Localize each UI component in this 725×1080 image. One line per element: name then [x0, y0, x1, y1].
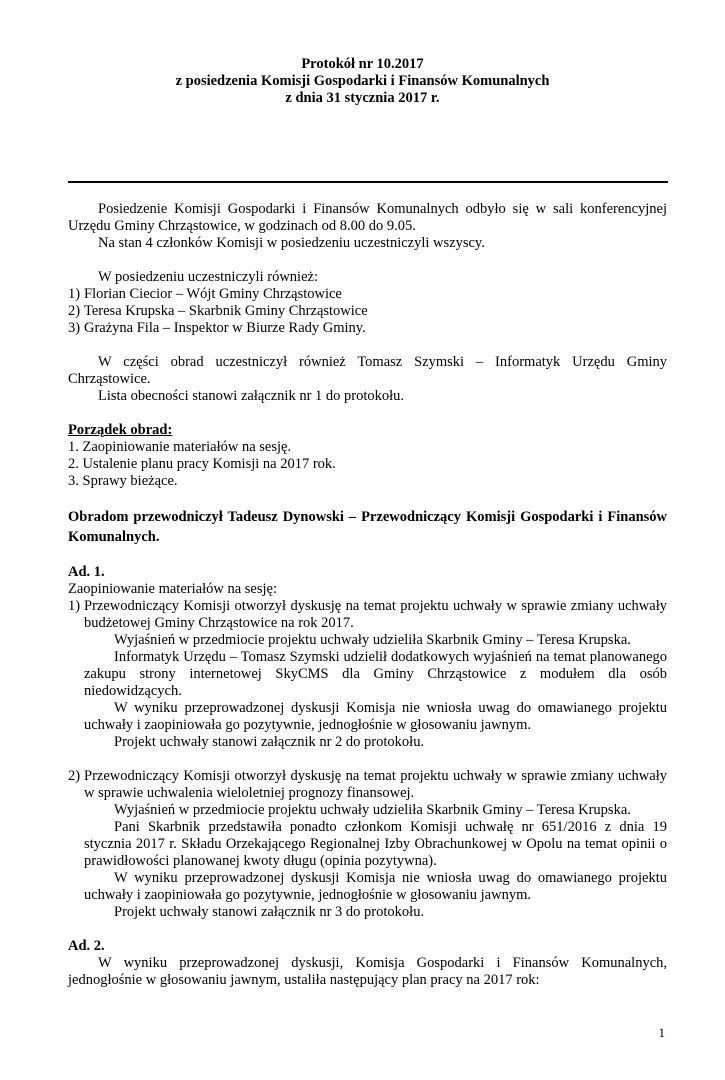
header-divider	[68, 181, 668, 183]
ad2-heading: Ad. 2.	[68, 938, 105, 954]
attendee-item: 2) Teresa Krupska – Skarbnik Gminy Chrząstowice	[68, 303, 368, 319]
agenda-heading: Porządek obrad:	[68, 422, 173, 438]
attendee-item: 3) Grażyna Fila – Inspektor w Biurze Rady Gminy.	[68, 320, 366, 336]
protocol-title: Protokół nr 10.2017	[301, 56, 424, 72]
chair-statement: Obradom przewodniczył Tadeusz Dynowski – Przewodniczący Komisji Gospodarki i Finansów Komunalnych.	[68, 509, 667, 545]
intro-paragraph: Posiedzenie Komisji Gospodarki i Finansów Komunalnych odbyło się w sali konferencyjnej Urzędu Gminy Chrząstowice, w godzinach od 8.00 do 9.05.	[68, 201, 667, 234]
ad2-paragraph: W wyniku przeprowadzonej dyskusji, Komisja Gospodarki i Finansów Komunalnych, jednogłośnie w głosowaniu jawnym, ustaliła następujący plan pracy na 2017 rok:	[68, 955, 667, 988]
document-body	[68, 201, 667, 989]
ad1-point-1: 1) Przewodniczący Komisji otworzył dyskusję na temat projektu uchwały w sprawie zmiany uchwały budżetowej Gminy Chrząstowice na rok 2017. Wyjaśnień w przedmiocie projektu uchwały udzieliła Skarbnik Gminy – Teresa Krupska. Informatyk Urzędu – Tomasz Szymski udzielił dodatkowych wyjaśnień na temat planowanego zakupu strony internetowej SkyCMS dla Gminy Chrząstowice z modułem dla osób niedowidzących. W wyniku przeprowadzonej dyskusji Komisja nie wniosła uwag do omawianego projektu uchwały i zaopiniowała go pozytywnie, jednogłośnie w głosowaniu jawnym. Projekt uchwały stanowi załącznik nr 2 do protokołu.	[68, 598, 667, 750]
attendee-item: 1) Florian Ciecior – Wójt Gminy Chrząstowice	[68, 286, 342, 302]
ad1-point-2: 2) Przewodniczący Komisji otworzył dyskusję na temat projektu uchwały w sprawie zmiany uchwały w sprawie uchwalenia wieloletniej prognozy finansowej. Wyjaśnień w przedmiocie projektu uchwały udzieliła Skarbnik Gminy – Teresa Krupska. Pani Skarbnik przedstawiła ponadto członkom Komisji uchwałę nr 651/2016 z dnia 19 stycznia 2017 r. Składu Orzekającego Regionalnej Izby Obrachunkowej w Opolu na temat opinii o prawidłowości planowanej kwoty długu (opinia pozytywna). W wyniku przeprowadzonej dyskusji Komisja nie wniosła uwag do omawianego projektu uchwały i zaopiniowała go pozytywnie, jednogłośnie w głosowaniu jawnym. Projekt uchwały stanowi załącznik nr 3 do protokołu.	[68, 768, 667, 920]
attendance-count: Na stan 4 członków Komisji w posiedzeniu uczestniczyli wszyscy.	[98, 235, 485, 251]
attendance-list-note: Lista obecności stanowi załącznik nr 1 do protokołu.	[98, 388, 405, 404]
ad1-subheading: Zaopiniowanie materiałów na sesję:	[68, 581, 277, 597]
agenda-item: 2. Ustalenie planu pracy Komisji na 2017 rok.	[68, 456, 336, 472]
protocol-subtitle: z posiedzenia Komisji Gospodarki i Finansów Komunalnych	[175, 73, 550, 89]
also-present-heading: W posiedzeniu uczestniczyli również:	[98, 269, 318, 285]
partial-attendance: W części obrad uczestniczył również Tomasz Szymski – Informatyk Urzędu Gminy Chrząstowice.	[68, 354, 667, 387]
agenda-item: 3. Sprawy bieżące.	[68, 473, 178, 489]
ad1-heading: Ad. 1.	[68, 564, 105, 580]
protocol-date: z dnia 31 stycznia 2017 r.	[285, 90, 440, 106]
document-header	[0, 56, 725, 107]
agenda-item: 1. Zaopiniowanie materiałów na sesję.	[68, 439, 292, 455]
page-number: 1	[658, 1025, 665, 1040]
